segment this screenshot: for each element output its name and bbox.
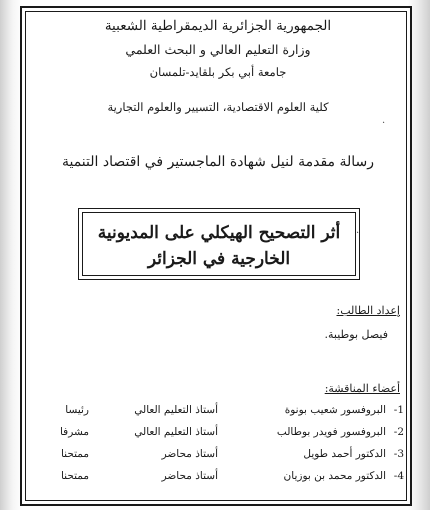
scan-speck: · bbox=[382, 118, 386, 129]
title-frame bbox=[78, 208, 360, 280]
jury-grade: أستاذ محاضر bbox=[161, 448, 218, 460]
faculty-heading: كلية العلوم الاقتصادية، التسيير والعلوم التجارية bbox=[107, 100, 329, 114]
jury-role: رئيسا bbox=[65, 404, 89, 416]
jury-role: مشرفا bbox=[59, 426, 89, 438]
jury-number: 1- bbox=[393, 404, 404, 416]
jury-row bbox=[22, 426, 414, 444]
jury-number: 3- bbox=[393, 448, 404, 460]
university-heading: جامعة أبي بكر بلقايد-تلمسان bbox=[149, 65, 287, 79]
jury-label: أعضاء المناقشة: bbox=[324, 382, 400, 395]
jury-name: الدكتور محمد بن بوزيان bbox=[283, 470, 386, 482]
jury-role: ممتحنا bbox=[60, 470, 89, 482]
scan-speck: · bbox=[356, 228, 360, 239]
student-label: إعداد الطالب: bbox=[336, 304, 400, 317]
jury-grade: أستاذ التعليم العالي bbox=[134, 404, 218, 416]
title-line-2: الخارجية في الجزائر bbox=[147, 249, 291, 269]
jury-number: 2- bbox=[393, 426, 404, 438]
jury-number: 4- bbox=[393, 470, 404, 482]
jury-grade: أستاذ التعليم العالي bbox=[134, 426, 218, 438]
republic-heading: الجمهورية الجزائرية الديمقراطية الشعبية bbox=[104, 18, 332, 34]
title-frame-inner bbox=[82, 212, 356, 276]
jury-grade: أستاذ محاضر bbox=[161, 470, 218, 482]
jury-name: الدكتور أحمد طويل bbox=[303, 448, 386, 460]
title-line-1: أثر التصحيح الهيكلي على المديونية bbox=[97, 223, 341, 243]
student-name: فيصل بوطيبة. bbox=[324, 328, 388, 341]
jury-row bbox=[22, 448, 414, 466]
thesis-cover-page bbox=[20, 6, 412, 506]
jury-row bbox=[22, 404, 414, 422]
jury-name: البروفسور شعيب بونوة bbox=[284, 404, 386, 416]
ministry-heading: وزارة التعليم العالي و البحث العلمي bbox=[125, 42, 311, 57]
jury-role: ممتحنا bbox=[60, 448, 89, 460]
thesis-type: رسالة مقدمة لنيل شهادة الماجستير في اقتصاد التنمية bbox=[61, 154, 375, 170]
jury-name: البروفسور فويدر بوطالب bbox=[276, 426, 386, 438]
jury-row bbox=[22, 470, 414, 488]
